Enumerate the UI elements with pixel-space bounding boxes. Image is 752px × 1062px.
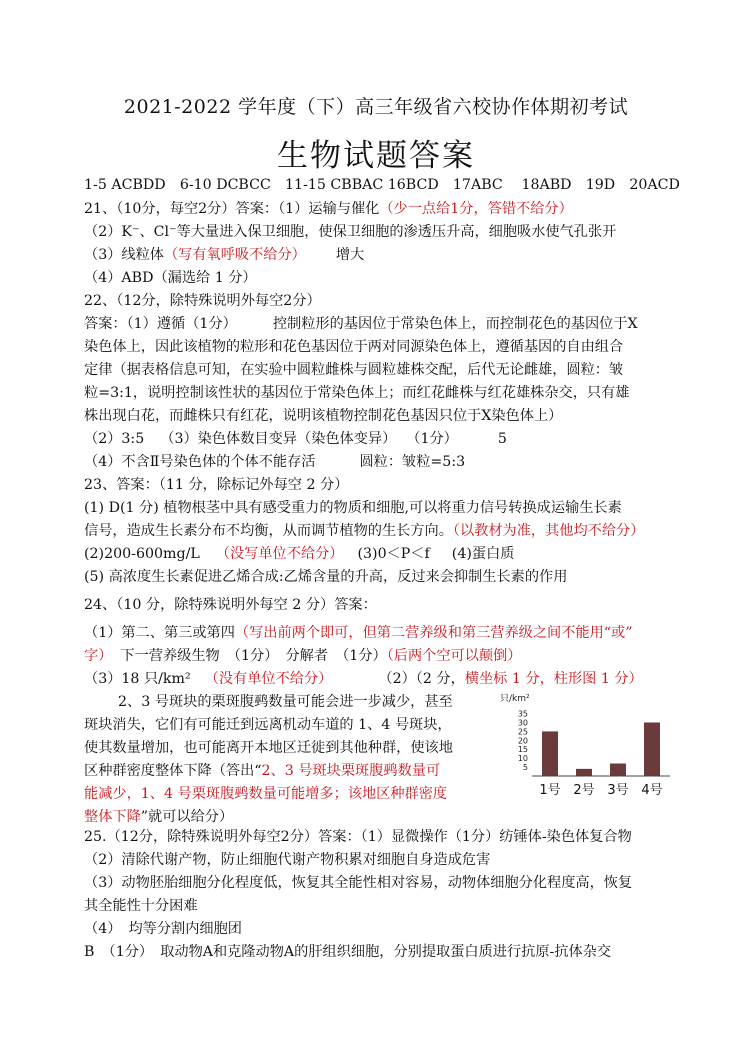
document-subtitle: 生物试题答案	[277, 138, 475, 174]
q24-para-line1: 2、3 号斑块的栗斑腹鹀数量可能会进一步减少，甚至	[118, 694, 453, 710]
q23-line2	[84, 520, 644, 542]
chart-category-label: 1号	[539, 783, 561, 798]
q25-line6: B （1分） 取动物A和克隆动物A的肝组织细胞，分别提取蛋白质进行抗原-抗体杂交	[84, 944, 612, 960]
choice-answers: 1-5 ACBDD 6-10 DCBCC 11-15 CBBAC 16BCD 17ABC 18ABD 19D 20ACD	[84, 177, 680, 193]
q23-line1: (1) D(1 分) 植物根茎中具有感受重力的物质和细胞,可以将重力信号转换成运输生长素	[84, 500, 622, 516]
q22-explain-1: 控制粒形的基因位于常染色体上，而控制花色的基因位于X	[272, 316, 638, 332]
q24-answer-2-points: （2）（2 分，	[378, 671, 465, 687]
q24-answer-2: 下一营养级生物 （1分） 分解者 （1分）	[120, 648, 387, 664]
chart-bar	[542, 731, 558, 776]
q22-answer-3: （3）染色体数目变异（染色体变异）	[160, 431, 397, 447]
q21-scoring-note-3: （写有氧呼吸不给分）	[163, 247, 306, 263]
q24-line3	[84, 668, 643, 690]
q22-answer-2: （2）3:5	[84, 431, 145, 447]
q23-scoring-note-2: （没写单位不给分）	[215, 546, 344, 562]
q24-scoring-note-2: （后两个空可以颠倒）	[386, 648, 522, 664]
q21-line2: （2）K⁻、Cl⁻等大量进入保卫细胞，使保卫细胞的渗透压升高，细胞吸水使气孔张开	[84, 224, 617, 240]
q25-line3: （3）动物胚胎细胞分化程度低，恢复其全能性相对容易，动物体细胞分化程度高，恢复	[84, 875, 633, 891]
q22-points-3: （1分）	[406, 431, 458, 447]
exam-title: 2021-2022 学年度（下）高三年级省六校协作体期初考试	[123, 96, 629, 118]
chart-ylabel: 只/km²	[500, 694, 530, 704]
q22-line6	[84, 428, 507, 450]
q24-para-line2: 斑块消失，它们有可能迁到远离机动车道的 1、4 号斑块，	[84, 717, 452, 733]
q23-answer-2: (2)200-600mg/L	[84, 546, 200, 562]
q21-scoring-note-1: （少一点给1分，答错不给分）	[379, 201, 573, 217]
q22-line4: 粒=3:1，说明控制该性状的基因位于常染色体上；而红花雌株与红花雄株杂交，只有雄	[84, 385, 630, 401]
chart-category-label: 4号	[641, 783, 663, 798]
q21-line3	[84, 244, 364, 266]
q25-line4: 其全能性十分困难	[84, 898, 198, 914]
q23-line4: (5) 高浓度生长素促进乙烯合成:乙烯含量的升高，反过来会抑制生长素的作用	[84, 569, 568, 585]
q25-line1: 25.（12分，除特殊说明外每空2分）答案：（1）显微操作（1分）纺锤体-染色体复合物	[84, 829, 632, 845]
chart-ytick-label: 35	[517, 709, 528, 719]
q23-scoring-note-1: （以教材为准，其他均不给分）	[452, 523, 645, 539]
q23-answer-4: (4)蛋白质	[451, 546, 515, 562]
q24-para-line3: 使其数量增加，也可能离开本地区迁徙到其他种群，使该地	[84, 740, 453, 756]
chart-bar	[644, 722, 660, 776]
q25-line5: （4） 均等分割内细胞团	[84, 921, 242, 937]
chart-ytick-label: 30	[517, 718, 528, 728]
q21-line4: （4）ABD（漏选给 1 分）	[84, 270, 257, 286]
chart-bar	[610, 764, 626, 776]
bar-chart	[498, 690, 678, 802]
q22-answer-3b: 5	[497, 431, 507, 447]
chart-category-label: 2号	[573, 783, 595, 798]
q24-scoring-note-1: （写出前两个即可，但第二营养级和第三营养级之间不能用“或”	[234, 625, 633, 641]
q24-answer-1: （1）第二、第三或第四	[84, 625, 235, 641]
q24-para-text: 区种群密度整体下降（答出“	[84, 763, 262, 779]
q23-line3	[84, 543, 514, 565]
q23-answer-3: (3)0＜P＜f	[357, 546, 430, 562]
q24-scoring-note-chart: 横坐标 1 分，柱形图 1 分）	[464, 671, 643, 687]
q23-answer-1b: 信号，造成生长素分布不均衡，从而调节植物的生长方向。	[84, 523, 453, 539]
q24-line2	[84, 645, 522, 667]
q24-para-red-1: 2、3 号斑块栗斑腹鹀数量可	[261, 763, 441, 779]
q22-line5: 株出现白花，而雌株只有红花，说明该植物控制花色基因只位于X染色体上）	[84, 408, 563, 424]
q25-line2: （2）清除代谢产物，防止细胞代谢产物积累对细胞自身造成危害	[84, 852, 491, 868]
q24-scoring-note-1-end: 字）	[84, 648, 113, 664]
chart-ytick-label: 25	[517, 727, 528, 737]
q22-line3: 定律（据表格信息可知，在实验中圆粒雌株与圆粒雄株交配，后代无论雌雄，圆粒：皱	[84, 362, 624, 378]
chart-ytick-label: 10	[517, 754, 528, 764]
q22-line7	[84, 451, 465, 473]
q24-para-line5: 能减少，1、4 号栗斑腹鹀数量可能增多；该地区种群密度	[84, 786, 448, 802]
q21-answer-3b: 增大	[335, 247, 365, 263]
q22-heading: 22、（12分，除特殊说明外每空2分）	[84, 293, 321, 309]
chart-category-label: 3号	[607, 783, 629, 798]
chart-ytick-label: 5	[522, 763, 528, 773]
q22-answer-4: （4）不含Ⅱ号染色体的个体不能存活	[84, 454, 316, 470]
q24-para-end: ”就可以给分）	[140, 809, 234, 825]
q22-line1	[84, 313, 638, 335]
q24-answer-3: （3）18 只/km²	[84, 671, 191, 687]
q22-line2: 染色体上，因此该植物的粒形和花色基因位于两对同源染色体上，遵循基因的自由组合	[84, 339, 624, 355]
chart-bar	[576, 769, 592, 776]
chart-ytick-label: 20	[517, 736, 528, 746]
q24-line1	[84, 622, 632, 644]
q24-para-red-3: 整体下降	[84, 809, 141, 825]
q21-answer-3: （3）线粒体	[84, 247, 164, 263]
chart-ytick-label: 15	[517, 745, 528, 755]
q22-answer-4b: 圆粒：皱粒=5:3	[359, 454, 466, 470]
q21-answer-1: 21、（10分，每空2分）答案：（1）运输与催化	[84, 201, 380, 217]
q21-line1	[84, 198, 573, 220]
q23-heading: 23、答案：（11 分，除标记外每空 2 分）	[84, 477, 349, 493]
q24-scoring-note-3: （没有单位不给分）	[204, 671, 333, 687]
q22-answer-1: 答案：（1）遵循（1分）	[84, 316, 237, 332]
q24-heading: 24、（10 分，除特殊说明外每空 2 分）答案：	[84, 597, 377, 613]
q24-para-line6	[84, 806, 233, 828]
q24-para-line4	[84, 760, 440, 782]
